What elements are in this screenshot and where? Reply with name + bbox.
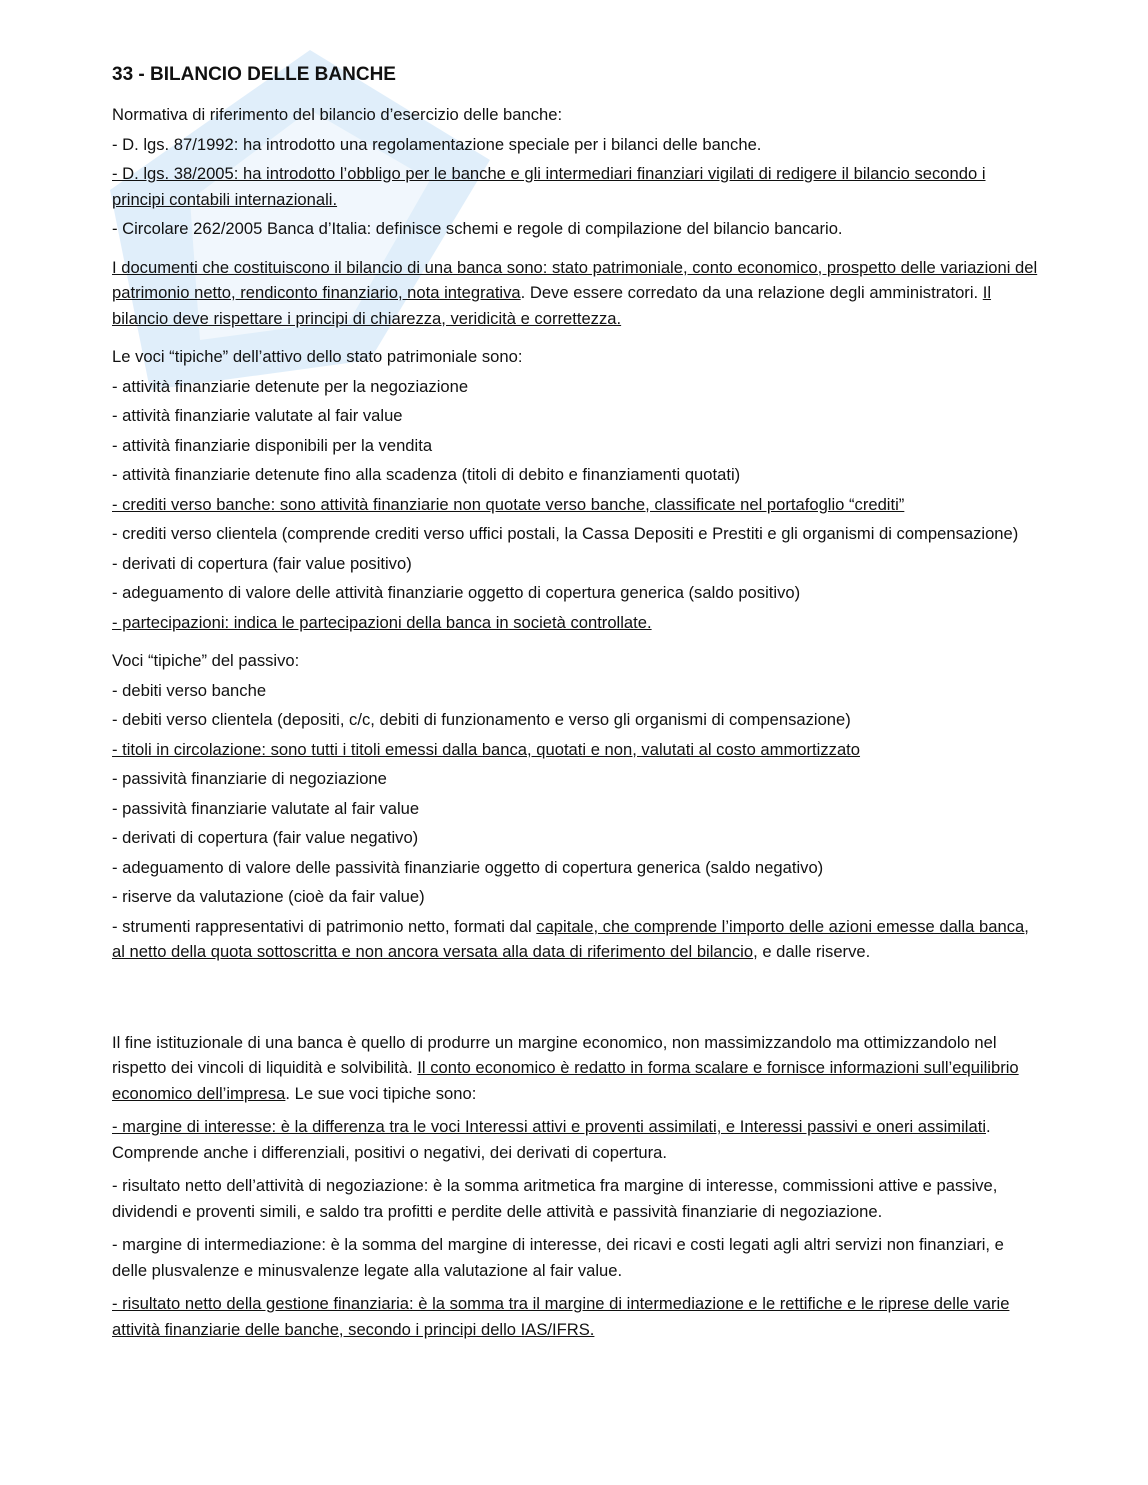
passivo-item: - debiti verso banche [112, 680, 267, 700]
attivo-item: - attività finanziarie valutate al fair value [112, 406, 403, 425]
passivo-intro: Voci “tipiche” del passivo: [112, 651, 300, 670]
attivo-item: - adeguamento di valore delle attività finanziarie oggetto di copertura generica (saldo positivo) [112, 583, 801, 602]
normativa-item: - D. lgs. 38/2005: ha introdotto l’obbligo per le banche e gli intermediari finanziari vigilati di redigere il bilancio secondo i principi contabili internazionali. [112, 164, 986, 209]
ce-intro-text: Il fine istituzionale di una banca è quello di produrre un margine economico, non massimizzandolo ma ottimizzandolo nel rispetto dei vincoli di liquidità e solvibilità. [112, 1032, 997, 1077]
section-passivo [112, 648, 1042, 965]
passivo-last-underlined: capitale, che comprende l’importo delle azioni emesse dalla banca, al netto della quota sottoscritta e non ancora versata alla data di riferimento del bilancio [112, 916, 1029, 961]
section-documenti [112, 255, 1042, 332]
passivo-item-last [112, 914, 1042, 965]
section-attivo [112, 344, 1042, 635]
page-title: 33 - BILANCIO DELLE BANCHE [112, 64, 396, 85]
attivo-intro: Le voci “tipiche” dell’attivo dello stato patrimoniale sono: [112, 347, 523, 366]
normativa-intro: Normativa di riferimento del bilancio d’esercizio delle banche: [112, 105, 563, 124]
documenti-principles: Il bilancio deve rispettare i principi di chiarezza, veridicità e correttezza. [112, 283, 992, 328]
normativa-item: - Circolare 262/2005 Banca d’Italia: definisce schemi e regole di compilazione del bilancio bancario. [112, 219, 843, 238]
documenti-text: . Deve essere corredato da una relazione degli amministratori. [520, 283, 983, 302]
attivo-item: - derivati di copertura (fair value positivo) [112, 553, 412, 573]
ce-margine-interesse [112, 1114, 1042, 1165]
attivo-item: - attività finanziarie disponibili per la vendita [112, 435, 433, 455]
passivo-item: - riserve da valutazione (cioè da fair value) [112, 887, 425, 906]
ce-intro-text: . Le sue voci tipiche sono: [285, 1083, 477, 1103]
section-normativa [112, 102, 1042, 242]
ce-margine-interesse-underlined: - margine di interesse: è la differenza tra le voci Interessi attivi e proventi assimilati, e Interessi passivi e oneri assimilati [112, 1117, 986, 1136]
document-page [112, 62, 1042, 1355]
attivo-item: - partecipazioni: indica le partecipazioni della banca in società controllate. [112, 612, 652, 632]
spacer [112, 978, 1042, 1030]
passivo-item: - titoli in circolazione: sono tutti i titoli emessi dalla banca, quotati e non, valutati al costo ammortizzato [112, 739, 861, 759]
ce-risultato-gestione: - risultato netto della gestione finanziaria: è la somma tra il margine di intermediazione e le rettifiche e le riprese delle varie attività finanziarie delle banche, secondo i principi dello IAS/IFRS. [112, 1294, 1010, 1339]
section-conto-economico [112, 1030, 1042, 1343]
passivo-last-text: , e dalle riserve. [753, 942, 871, 961]
passivo-last-text: - strumenti rappresentativi di patrimonio netto, formati dal [112, 916, 537, 936]
passivo-item: - adeguamento di valore delle passività finanziarie oggetto di copertura generica (saldo negativo) [112, 857, 824, 877]
documenti-text-underlined: I documenti che costituiscono il bilancio di una banca sono: stato patrimoniale, conto economico, prospetto delle variazioni del patrimonio netto, rendiconto finanziario, nota integrativa [112, 257, 1038, 302]
passivo-item: - debiti verso clientela (depositi, c/c, debiti di funzionamento e verso gli organismi di compensazione) [112, 710, 851, 729]
passivo-item: - passività finanziarie di negoziazione [112, 769, 387, 788]
normativa-item: - D. lgs. 87/1992: ha introdotto una regolamentazione speciale per i bilanci delle banche. [112, 134, 762, 154]
ce-intro [112, 1030, 1042, 1107]
ce-risultato-negoziazione: - risultato netto dell’attività di negoziazione: è la somma aritmetica fra margine di interesse, commissioni attive e passive, dividendi e proventi simili, e saldo tra profitti e perdite delle attività e passività finanziarie di negoziazione. [112, 1176, 998, 1221]
passivo-item: - passività finanziarie valutate al fair value [112, 798, 420, 818]
ce-intro-underlined: Il conto economico è redatto in forma scalare e fornisce informazioni sull’equilibrio economico dell’impresa [112, 1058, 1019, 1103]
documenti-paragraph [112, 255, 1042, 332]
attivo-item: - crediti verso banche: sono attività finanziarie non quotate verso banche, classificate nel portafoglio “crediti” [112, 494, 905, 514]
attivo-item: - crediti verso clientela (comprende crediti verso uffici postali, la Cassa Depositi e Prestiti e gli organismi di compensazione) [112, 524, 1019, 543]
attivo-item: - attività finanziarie detenute fino alla scadenza (titoli di debito e finanziamenti quotati) [112, 465, 741, 484]
passivo-item: - derivati di copertura (fair value negativo) [112, 828, 419, 847]
ce-margine-intermediazione: - margine di intermediazione: è la somma del margine di interesse, dei ricavi e costi legati agli altri servizi non finanziari, e delle plusvalenze e minusvalenze legate alla valutazione al fair value. [112, 1235, 1004, 1280]
ce-margine-interesse-text: . Comprende anche i differenziali, positivi o negativi, dei derivati di copertura. [112, 1117, 991, 1162]
attivo-item: - attività finanziarie detenute per la negoziazione [112, 376, 469, 396]
